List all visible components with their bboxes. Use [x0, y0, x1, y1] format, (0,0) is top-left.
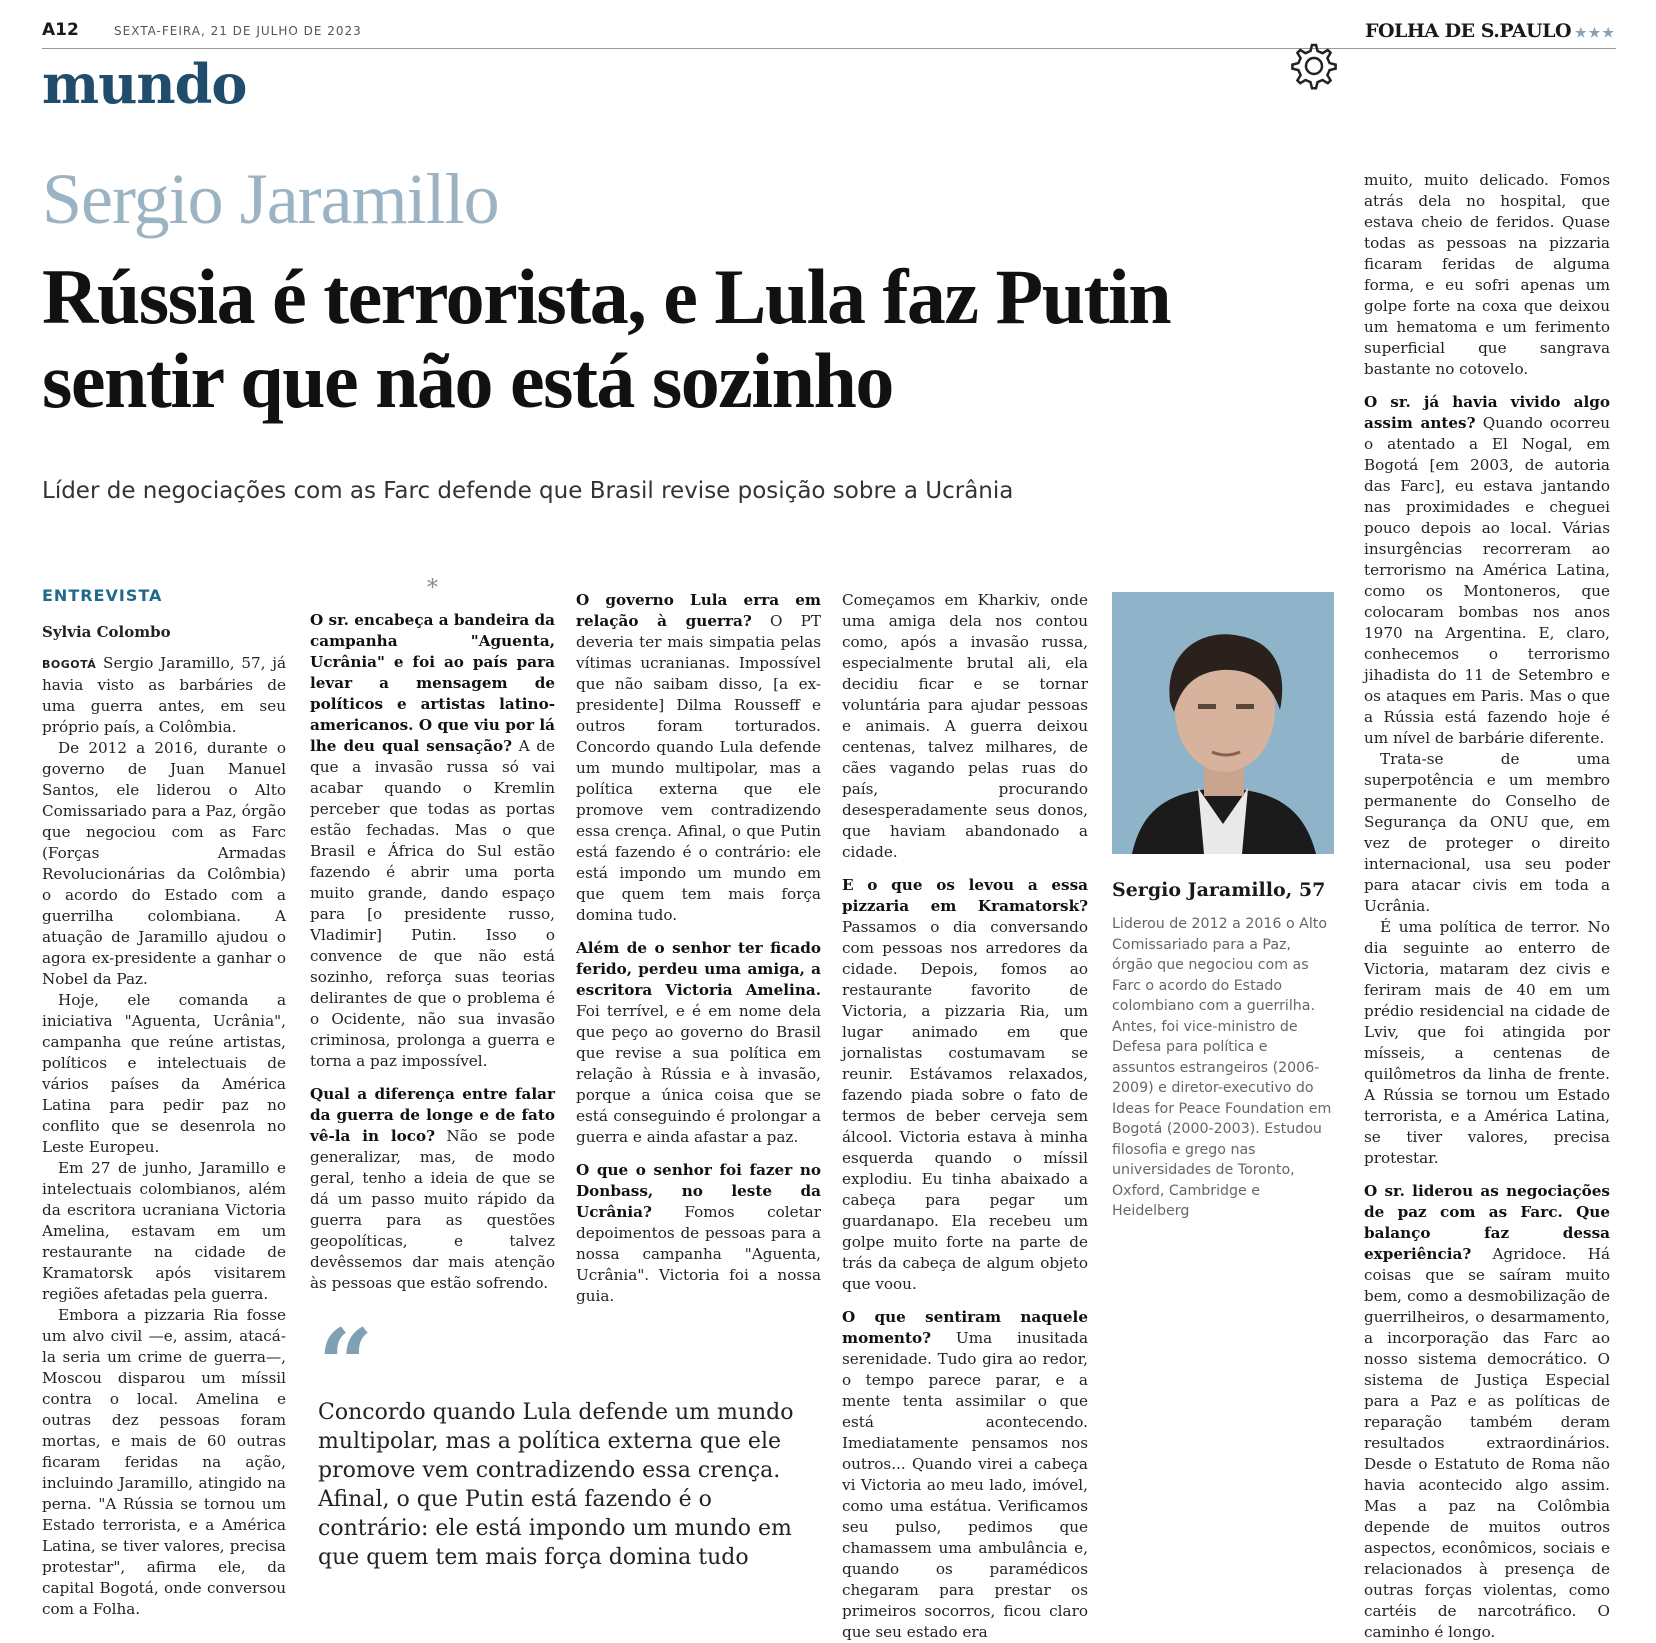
- article-column-3: [576, 590, 821, 1307]
- bio-text: Liderou de 2012 a 2016 o Alto Comissariado para a Paz, órgão que negociou com as Farc o acordo do Estado colombiano com a guerrilha. Antes, foi vice-ministro de Defesa para política e assuntos estrangeiros (2006-2009) e diretor-executivo do Ideas for Peace Foundation em Bogotá (2000-2003). Estudou filosofia e grego nas universidades de Toronto, Oxford, Cambridge e Heidelberg: [1112, 916, 1332, 1219]
- qa-block: [576, 1160, 821, 1307]
- question: O sr. encabeça a bandeira da campanha "Aguenta, Ucrânia" e foi ao país para levar a mensagem de políticos e artistas latino-americanos. O que viu por lá lhe deu qual sensação?: [310, 611, 555, 755]
- qa-block: [1364, 1181, 1610, 1643]
- answer: A de que a invasão russa só vai acabar quando o Kremlin perceber que todas as portas estão fechadas. Mas o que Brasil e África do Sul estão fazendo é abrir uma porta muito grande, dando espaço para [o presidente russo, Vladimir] Putin. Isso o convence de que não está sozinho, reforça suas teorias delirantes de que o problema é o Ocidente, não sua invasão criminosa, prolonga a guerra e torna a paz impossível.: [310, 737, 555, 1070]
- logo-stars: ★★★: [1575, 26, 1616, 41]
- answer: Uma inusitada serenidade. Tudo gira ao redor, o tempo parece parar, e a mente tenta assimilar o que está acontecendo. Imediatamente pensamos nos outros... Quando virei a cabeça vi Victoria ao meu lado, imóvel, como uma estátua. Verificamos seu pulso, pedimos que chamassem uma ambulância e, quando os paramédicos chegaram para prestar os primeiros socorros, ficou claro que seu estado era: [842, 1329, 1089, 1641]
- question: O governo Lula erra em relação à guerra?: [576, 591, 821, 630]
- answer: O PT deveria ter mais simpatia pelas vítimas ucranianas. Impossível que não saibam disso, [a ex-presidente] Dilma Rousseff e outros foram torturados. Concordo quando Lula defende um mundo multipolar, mas a política externa que ele promove vem contradizendo essa crença. Afinal, o que Putin está fazendo é o contrário: ele está impondo um mundo em que quem tem mais força domina tudo.: [576, 612, 821, 924]
- portrait-photo: [1112, 592, 1334, 854]
- interviewee-name: Sergio Jaramillo: [42, 159, 499, 239]
- article-column-2: [310, 578, 555, 1294]
- bio-name: Sergio Jaramillo, 57: [1112, 879, 1326, 901]
- paragraph: muito, muito delicado. Fomos atrás dela no hospital, que estava cheio de feridos. Quase todas as pessoas na pizzaria ficaram feridas de alguma forma, e eu sofri apenas um golpe forte na coxa que deixou um hematoma e um ferimento superficial que sangrava bastante no cotovelo.: [1364, 171, 1610, 378]
- article-column-5: [1364, 170, 1610, 1643]
- qa-block: [310, 1084, 555, 1294]
- pull-quote-text: Concordo quando Lula defende um mundo multipolar, mas a política externa que ele promove vem contradizendo essa crença. Afinal, o que Putin está fazendo é o contrário: ele está impondo um mundo em que quem tem mais força domina tudo: [318, 1400, 794, 1570]
- asterisk-divider: *: [427, 576, 438, 601]
- bio-box: [1112, 878, 1334, 1222]
- answer: Foi terrível, e é em nome dela que peço ao governo do Brasil que revise a sua política em relação à Rússia e à invasão, porque a única coisa que se está conseguindo é prolongar a guerra e ainda afastar a paz.: [576, 1002, 821, 1146]
- answer: Quando ocorreu o atentado a El Nogal, em Bogotá [em 2003, de autoria das Farc], eu estava jantando nas proximidades e cheguei pouco depois ao local. Várias insurgências recorreram ao terrorismo na América Latina, como os Montoneros, que colocaram bombas nos anos 1970 na Argentina. E, claro, conhecemos o terrorismo jihadista do 11 de Setembro e os ataques em Paris. Mas o que a Rússia está fazendo hoje é um nível de barbárie diferente.: [1364, 414, 1610, 747]
- page-number: A12: [42, 20, 79, 40]
- byline: Sylvia Colombo: [42, 623, 171, 641]
- subheadline: Líder de negociações com as Farc defende que Brasil revise posição sobre a Ucrânia: [42, 478, 1014, 504]
- paragraph: Trata-se de uma superpotência e um membro permanente do Conselho de Segurança da ONU que, em vez de proteger o direito internacional, usa seu poder para atacar civis em toda a Ucrânia.: [1364, 750, 1610, 915]
- newspaper-logo: [1365, 20, 1616, 42]
- question: O que sentiram naquele momento?: [842, 1308, 1088, 1347]
- dateline: BOGOTÁ: [42, 658, 97, 671]
- page-header: [42, 18, 1616, 49]
- paragraph: Começamos em Kharkiv, onde uma amiga dela nos contou como, após a invasão russa, especialmente brutal ali, ela decidiu ficar e se tornar voluntária para ajudar pessoas e animais. A guerra deixou centenas, talvez milhares, de cães vagando pelas ruas do país, procurando desesperadamente seus donos, que haviam abandonado a cidade.: [842, 591, 1088, 861]
- pull-quote: [318, 1308, 813, 1572]
- answer: Agridoce. Há coisas que se saíram muito bem, como a desmobilização de guerrilheiros, o desarmamento, a incorporação das Farc ao nosso sistema democrático. O sistema de Justiça Especial para a Paz e as políticas de reparação também deram resultados extraordinários. Desde o Estatuto de Roma não havia acontecido algo assim. Mas a paz na Colômbia depende de muitos outros aspectos, econômicos, sociais e relacionados à presença de outras forças violentas, como cartéis de narcotráfico. O caminho é longo.: [1364, 1245, 1610, 1641]
- paragraph: É uma política de terror. No dia seguinte ao enterro de Victoria, mataram dez civis e feriram mais de 40 em um prédio residencial na cidade de Lviv, que foi atingida por mísseis, a centenas de quilômetros da linha de frente. A Rússia se tornou um Estado terrorista, e a América Latina, se tiver valores, precisa protestar.: [1364, 918, 1610, 1167]
- qa-block: [842, 1307, 1088, 1643]
- answer: Fomos coletar depoimentos de pessoas para a nossa campanha "Aguenta, Ucrânia". Victoria foi a nossa guia.: [576, 1203, 821, 1305]
- headline: Rússia é terrorista, e Lula faz Putin sentir que não está sozinho: [42, 253, 1171, 424]
- paragraph: Embora a pizzaria Ria fosse um alvo civil —e, assim, atacá-la seria um crime de guerra—, Moscou disparou um míssil contra o local. Amelina e outras dez pessoas foram mortas, e mais de 60 outras ficaram feridas na ação, incluindo Jaramillo, atingido na perna. "A Rússia se tornou um Estado terrorista, e a América Latina, se tiver valores, precisa protestar", afirma ele, da capital Bogotá, onde conversou com a Folha.: [42, 1306, 286, 1618]
- paragraph: Hoje, ele comanda a iniciativa "Aguenta, Ucrânia", campanha que reúne artistas, políticos e intelectuais de vários países da América Latina para pedir paz no conflito que se desenrola no Leste Europeu.: [42, 991, 286, 1156]
- qa-block: [310, 610, 555, 1072]
- paragraph: De 2012 a 2016, durante o governo de Juan Manuel Santos, ele liderou o Alto Comissariado para a Paz, órgão que negociou com as Farc (Forças Armadas Revolucionárias da Colômbia) o acordo do Estado com a guerrilha colombiana. A atuação de Jaramillo ajudou o agora ex-presidente a ganhar o Nobel da Paz.: [42, 739, 286, 988]
- question: O sr. já havia vivido algo assim antes?: [1364, 393, 1610, 432]
- qa-block: [1364, 392, 1610, 749]
- paragraph: Em 27 de junho, Jaramillo e intelectuais colombianos, além da escritora ucraniana Victoria Amelina, estavam em um restaurante na cidade de Kramatorsk após visitarem regiões afetadas pela guerra.: [42, 1159, 286, 1303]
- gear-icon[interactable]: [1288, 40, 1340, 92]
- qa-block: [576, 938, 821, 1148]
- answer: Não se pode generalizar, mas, de modo geral, tenho a ideia de que se dá um passo muito rápido da guerra para as questões geopolíticas, e talvez devêssemos dar mais atenção às pessoas que estão sofrendo.: [310, 1127, 555, 1292]
- section-title: mundo: [42, 52, 247, 116]
- edition-date: SEXTA-FEIRA, 21 DE JULHO DE 2023: [114, 24, 362, 38]
- answer: Passamos o dia conversando com pessoas nos arredores da cidade. Depois, fomos ao restaurante favorito de Victoria, a pizzaria Ria, um lugar animado em que jornalistas costumavam se reunir. Estávamos relaxados, fazendo piada sobre o fato de termos de beber cerveja sem álcool. Victoria estava à minha esquerda quando o míssil explodiu. Eu tinha abaixado a cabeça para pegar um guardanapo. Ela recebeu um golpe muito forte na parte de trás da cabeça de algum objeto que voou.: [842, 918, 1088, 1293]
- paragraph: BOGOTÁ Sergio Jaramillo, 57, já havia visto as barbáries de uma guerra antes, em seu próprio país, a Colômbia.: [42, 654, 287, 736]
- portrait-illustration: [1112, 592, 1334, 854]
- question: Qual a diferença entre falar da guerra de longe e de fato vê-la in loco?: [310, 1085, 555, 1145]
- question: O sr. liderou as negociações de paz com as Farc. Que balanço faz dessa experiência?: [1364, 1182, 1610, 1263]
- question: O que o senhor foi fazer no Donbass, no leste da Ucrânia?: [576, 1161, 821, 1221]
- question: Além de o senhor ter ficado ferido, perdeu uma amiga, a escritora Victoria Amelina.: [576, 939, 821, 999]
- kicker: ENTREVISTA: [42, 586, 163, 605]
- qa-block: [576, 590, 821, 926]
- qa-block: [842, 875, 1088, 1295]
- article-column-1: [42, 585, 286, 1620]
- article-column-4: [842, 590, 1088, 1643]
- question: E o que os levou a essa pizzaria em Kramatorsk?: [842, 876, 1088, 915]
- quote-mark-icon: “: [318, 1308, 374, 1421]
- logo-text: FOLHA DE S.PAULO: [1364, 20, 1572, 42]
